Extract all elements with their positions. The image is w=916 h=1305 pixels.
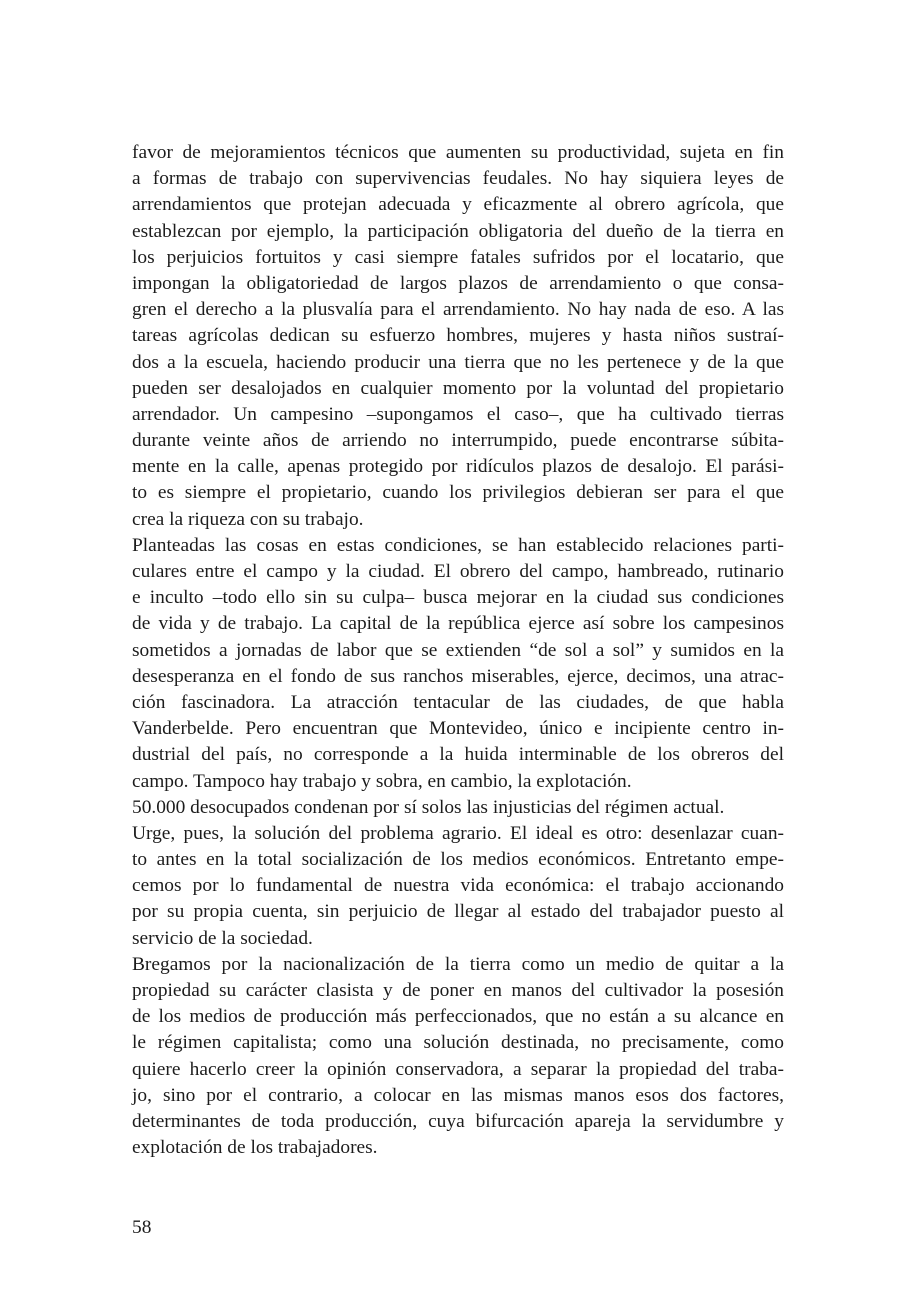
text-line: cemos por lo fundamental de nuestra vida económica: el trabajo accionando — [132, 875, 784, 897]
text-line: Planteadas las cosas en estas condiciones, se han establecido relaciones parti- — [132, 534, 784, 556]
text-line: determinantes de toda producción, cuya bifurcación apareja la servidumbre y — [132, 1110, 784, 1132]
text-line: arrendamientos que protejan adecuada y eficazmente al obrero agrícola, que — [132, 194, 784, 216]
text-line: Bregamos por la nacionalización de la tierra como un medio de quitar a la — [132, 953, 784, 975]
text-line: to es siempre el propietario, cuando los privilegios debieran ser para el que — [132, 482, 784, 504]
text-line: tareas agrícolas dedican su esfuerzo hombres, mujeres y hasta niños sustraí- — [132, 325, 784, 347]
text-line: servicio de la sociedad. — [132, 927, 313, 949]
text-line: de los medios de producción más perfeccionados, que no están a su alcance en — [132, 1006, 784, 1028]
paragraph — [132, 533, 784, 795]
text-line: dustrial del país, no corresponde a la huida interminable de los obreros del — [132, 744, 784, 766]
text-line: de vida y de trabajo. La capital de la república ejerce así sobre los campesinos — [132, 613, 784, 635]
paragraph — [132, 821, 784, 952]
page-number: 58 — [132, 1217, 152, 1238]
text-line: arrendador. Un campesino –supongamos el caso–, que ha cultivado tierras — [132, 403, 784, 425]
text-line: a formas de trabajo con supervivencias feudales. No hay siquiera leyes de — [132, 168, 784, 190]
text-line: jo, sino por el contrario, a colocar en las mismas manos esos dos factores, — [132, 1084, 784, 1106]
text-line: campo. Tampoco hay trabajo y sobra, en cambio, la explotación. — [132, 770, 632, 792]
text-line: explotación de los trabajadores. — [132, 1137, 378, 1159]
page-body — [132, 140, 784, 1161]
paragraph — [132, 140, 784, 533]
text-line: Vanderbelde. Pero encuentran que Montevideo, único e incipiente centro in- — [132, 718, 784, 740]
text-line: por su propia cuenta, sin perjuicio de llegar al estado del trabajador puesto al — [132, 901, 784, 923]
text-line: Urge, pues, la solución del problema agrario. El ideal es otro: desenlazar cuan- — [132, 822, 784, 844]
text-line: crea la riqueza con su trabajo. — [132, 508, 364, 530]
text-line: sometidos a jornadas de labor que se extienden “de sol a sol” y sumidos en la — [132, 639, 784, 661]
text-line: quiere hacerlo creer la opinión conservadora, a separar la propiedad del traba- — [132, 1058, 784, 1080]
text-line: durante veinte años de arriendo no interrumpido, puede encontrarse súbita- — [132, 430, 784, 452]
text-line: gren el derecho a la plusvalía para el arrendamiento. No hay nada de eso. A las — [132, 299, 784, 321]
text-line: impongan la obligatoriedad de largos plazos de arrendamiento o que consa- — [132, 272, 784, 294]
paragraph — [132, 952, 784, 1162]
text-line: 50.000 desocupados condenan por sí solos las injusticias del régimen actual. — [132, 796, 725, 818]
text-line: los perjuicios fortuitos y casi siempre fatales sufridos por el locatario, que — [132, 246, 784, 268]
paragraph — [132, 795, 784, 821]
text-line: pueden ser desalojados en cualquier momento por la voluntad del propietario — [132, 377, 784, 399]
text-line: culares entre el campo y la ciudad. El obrero del campo, hambreado, rutinario — [132, 561, 784, 582]
text-line: establezcan por ejemplo, la participación obligatoria del dueño de la tierra en — [132, 220, 784, 242]
text-line: desesperanza en el fondo de sus ranchos miserables, ejerce, decimos, una atrac- — [132, 665, 784, 687]
text-line: mente en la calle, apenas protegido por ridículos plazos de desalojo. El parási- — [132, 456, 784, 478]
text-line: propiedad su carácter clasista y de poner en manos del cultivador la posesión — [132, 980, 784, 1001]
text-line: ción fascinadora. La atracción tentacular de las ciudades, de que habla — [132, 691, 784, 713]
text-line: le régimen capitalista; como una solución destinada, no precisamente, como — [132, 1032, 784, 1054]
text-line: e inculto –todo ello sin su culpa– busca mejorar en la ciudad sus condiciones — [132, 587, 784, 609]
text-line: to antes en la total socialización de los medios económicos. Entretanto empe- — [132, 849, 784, 871]
text-line: favor de mejoramientos técnicos que aumenten su productividad, sujeta en fin — [132, 142, 784, 163]
text-line: dos a la escuela, haciendo producir una tierra que no les pertenece y de la que — [132, 351, 784, 373]
